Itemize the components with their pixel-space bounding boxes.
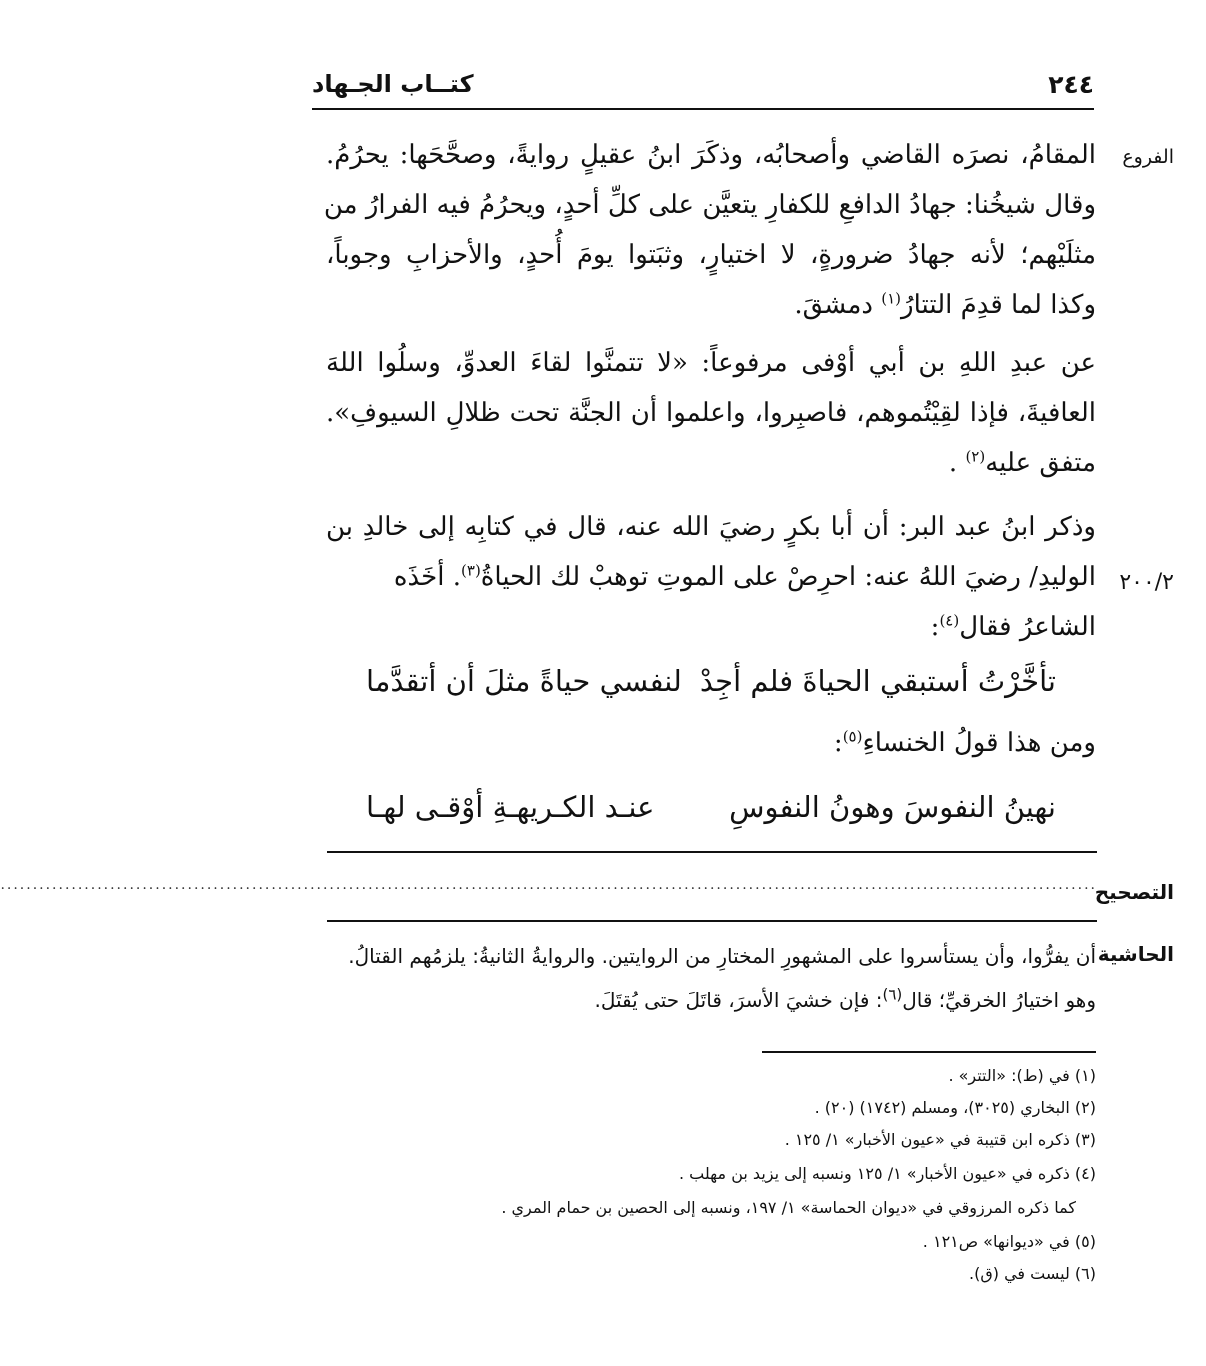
footnote-3: (٣) ذكره ابن قتيبة في «عيون الأخبار» ١/ ١٢٥ . (784, 1130, 1096, 1149)
text-segment: وهو اختيارُ الخرقيِّ؛ قال (902, 988, 1096, 1012)
text-segment: دمشقَ. (794, 290, 873, 320)
text-segment: متفق عليه (985, 448, 1096, 478)
header-rule (312, 108, 1094, 110)
verse-1-second-hemistich: لنفسي حياةً مثلَ أن أتقدَّما (366, 664, 682, 698)
footnote-ref-3: (٣) (461, 561, 481, 580)
text-line-9 (326, 562, 1096, 592)
footnote-rule (762, 1051, 1096, 1053)
text-segment: : (930, 612, 940, 642)
footnote-ref-6: (٦) (882, 985, 903, 1004)
margin-label-tashih: التصحيح (1094, 880, 1174, 904)
running-header (312, 66, 1094, 106)
text-line-4 (326, 290, 1096, 320)
margin-label-hashiya: الحاشية (1097, 942, 1174, 966)
footnote-ref-5: (٥) (842, 727, 863, 746)
text-segment: وكذا لما قدِمَ التتارُ (901, 290, 1096, 320)
footnote-2: (٢) البخاري (٣٠٢٥)، ومسلم (١٧٤٢) (٢٠) . (814, 1098, 1096, 1117)
footnote-4: (٤) ذكره في «عيون الأخبار» ١/ ١٢٥ ونسبه إلى يزيد بن مهلب . (678, 1164, 1096, 1183)
text-line-3: مثلَيْهم؛ لأنه جهادُ ضرورةٍ، لا اختيارٍ، وثبَتوا يومَ أُحدٍ، والأحزابِ وجوباً، (326, 240, 1096, 270)
text-segment: : فإن خشيَ الأسرَ، قاتَلَ حتى يُقتَلَ. (594, 988, 883, 1012)
footnote-6: (٦) ليست في (ق). (969, 1264, 1096, 1283)
verse-2-second-hemistich: عنـد الكـريهـةِ أوْقـى لهـا (366, 790, 655, 824)
section-rule-top (327, 851, 1097, 853)
text-line-8: وذكر ابنُ عبد البر: أن أبا بكرٍ رضيَ الله عنه، قال في كتابِه إلى خالدِ بن (326, 512, 1096, 542)
footnote-4-continued: كما ذكره المرزوقي في «ديوان الحماسة» ١/ ١٩٧، ونسبه إلى الحصين بن حمام المري . (501, 1198, 1076, 1217)
text-line-2: وقال شيخُنا: جهادُ الدافعِ للكفارِ يتعيَّن على كلِّ أحدٍ، ويحرُمُ فيه الفرارُ من (323, 190, 1096, 220)
verse-2-first-hemistich: نهينُ النفوسَ وهونُ النفوسِ (729, 790, 1056, 824)
hashiya-line-1: أن يفرُّوا، وأن يستأسروا على المشهورِ المختارِ من الروايتين. والروايةُ الثانيةُ: يلزمُهم القتالُ. (348, 944, 1096, 968)
text-line-11 (326, 728, 1096, 758)
text-segment: الشاعرُ فقال (959, 612, 1096, 642)
section-rule-bottom (327, 920, 1097, 922)
footnote-ref-4: (٤) (939, 611, 960, 630)
footnote-1: (١) في (ط): «التتر» . (948, 1066, 1096, 1085)
verse-1-first-hemistich: تأخَّرْتُ أستبقي الحياةَ فلم أجِدْ (699, 664, 1056, 698)
hashiya-line-2 (326, 985, 1096, 1012)
footnote-5: (٥) في «ديوانها» ص١٢١ . (922, 1232, 1096, 1251)
text-line-1: المقامُ، نصرَه القاضي وأصحابُه، وذكَرَ ابنُ عقيلٍ روايةً، وصحَّحَها: يحرُمُ. (326, 140, 1096, 170)
text-segment: : (833, 728, 843, 758)
text-segment: . أخَذَه (393, 562, 462, 592)
footnote-ref-2: (٢) (965, 447, 986, 466)
text-line-6: العافيةَ، فإذا لقِيْتُموهم، فاصبِروا، واعلموا أن الجنَّة تحت ظلالِ السيوفِ». (326, 398, 1096, 428)
page-number: ٢٤٤ (1048, 70, 1094, 99)
text-line-10 (326, 612, 1096, 642)
margin-label-furu: الفروع (1122, 146, 1174, 168)
book-title: كتــاب الجـهاد (312, 70, 474, 98)
verse-2 (366, 790, 1056, 824)
verse-1 (366, 664, 1056, 698)
text-line-5: عن عبدِ اللهِ بن أبي أوْفى مرفوعاً: «لا تتمنَّوا لقاءَ العدوِّ، وسلُوا اللهَ (326, 348, 1096, 378)
text-segment: الوليدِ/ رضيَ اللهُ عنه: احرِصْ على الموتِ توهبْ لك الحياةُ (480, 562, 1096, 592)
text-line-7: متفق عليه$^{(٢)}$ . (948, 447, 1096, 478)
footnote-ref-1: (١) (881, 289, 902, 308)
margin-volume-page: ٢٠٠/٢ (1119, 570, 1174, 595)
tashih-dotted-line: .......................................................................................................................................................................... (0, 877, 1097, 893)
text-segment: ومن هذا قولُ الخنساءِ (862, 728, 1096, 758)
